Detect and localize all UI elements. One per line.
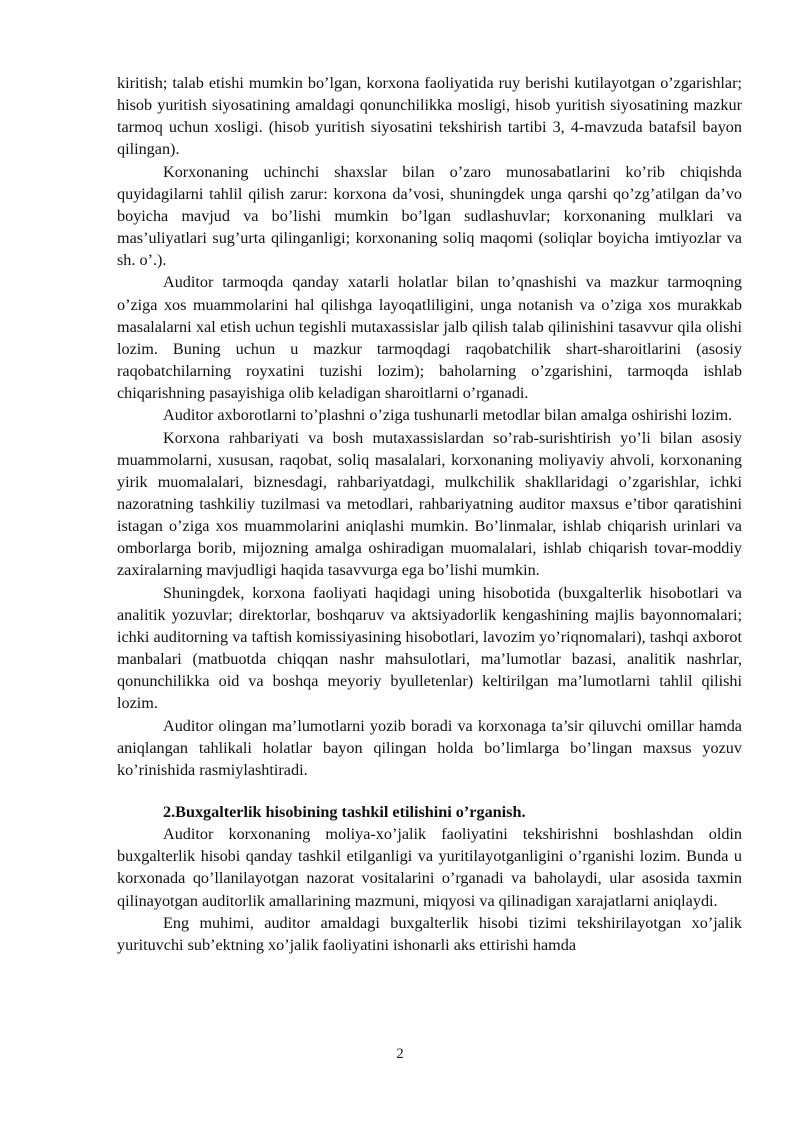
paragraph-documentation: Auditor olingan ma’lumotlarni yozib boradi va korxonaga ta’sir qiluvchi omillar hamda aniqlangan tahlikali holatlar bayon qilingan holda bo’limlarga bo’lingan maxsus yozuv ko’rinishida rasmiylashtiradi. bbox=[117, 716, 742, 779]
paragraph-accounting-organization: Auditor korxonaning moliya-xo’jalik faoliyatini tekshirishni boshlashdan oldin buxgalterlik hisobi qanday tashkil etilganligi va yuritilayotganligini o’rganishi lozim. Bunda u korxonada qo’llanilayotgan nazorat vositalarini o’rganadi va baholaydi, ular asosida taxmin qilinayotgan auditorlik amallarining mazmuni, miqyosi va qilinadigan xarajatlarni aniqlaydi. bbox=[117, 825, 742, 910]
paragraph-accounting-system: Eng muhimi, auditor amaldagi buxgalterlik hisobi tizimi tekshirilayotgan xo’jalik yurituvchi sub’ektning xo’jalik faoliyatini ishonarli aks ettirishi hamda bbox=[117, 913, 742, 954]
section-heading: 2.Buxgalterlik hisobining tashkil etilishini o’rganish. bbox=[163, 803, 526, 821]
page-number: 2 bbox=[396, 1046, 404, 1062]
paragraph-management-inquiry: Korxona rahbariyati va bosh mutaxassislardan so’rab-surishtirish yo’li bilan asosiy muammolarni, xususan, raqobat, soliq masalalari, korxonaning moliyaviy ahvoli, korxonaning yirik muomalalari, biznesdagi, rahbariyatdagi, mulkchilik shakllaridagi o’zgarishlar, ichki nazoratning tashkiliy tuzilmasi va metodlari, rahbariyatning auditor maxsus e’tibor qaratishini istagan o’ziga xos muammolarini aniqlashi mumkin. Bo’linmalar, ishlab chiqarish urinlari va omborlarga borib, mijozning amalga oshiradigan muomalalari, ishlab chiqarish tovar-moddiy zaxiralarning mavjudligi haqida tasavvurga ega bo’lishi mumkin. bbox=[117, 428, 742, 580]
document-page bbox=[117, 72, 742, 956]
paragraph-report-analysis: Shuningdek, korxona faoliyati haqidagi uning hisobotida (buxgalterlik hisobotlari va analitik yozuvlar; direktorlar, boshqaruv va aktsiyadorlik kengashining majlis bayonnomalari; ichki auditorning va taftish komissiyasining hisobotlari, lavozim yo’riqnomalari), tashqi axborot manbalari (matbuotda chiqqan nashr mahsulotlari, ma’lumotlar bazasi, analitik nashrlar, qonunchilikka oid va boshqa meyoriy byulletenlar) keltirilgan ma’lumotlarni tahlil qilishi lozim. bbox=[117, 583, 742, 713]
paragraph-third-parties: Korxonaning uchinchi shaxslar bilan o’zaro munosabatlarini ko’rib chiqishda quyidagilarni tahlil qilish zarur: korxona da’vosi, shuningdek unga qarshi qo’zg’atilgan da’vo boyicha mavjud va bo’lishi mumkin bo’lgan sudlashuvlar; korxonaning mulklari va mas’uliyatlari sug’urta qilinganligi; korxonaning soliq maqomi (soliqlar boyicha imtiyozlar va sh. o’.). bbox=[117, 162, 742, 270]
paragraph-information-gathering: Auditor axborotlarni to’plashni o’ziga tushunarli metodlar bilan amalga oshirishi lozim. bbox=[163, 406, 733, 425]
paragraph-continuation: kiritish; talab etishi mumkin bo’lgan, korxona faoliyatida ruy berishi kutilayotgan o’zgarishlar; hisob yuritish siyosatining amaldagi qonunchilikka mosligi, hisob yuritish siyosatining mazkur tarmoq uchun xosligi. (hisob yuritish siyosatini tekshirish tartibi 3, 4-mavzuda batafsil bayon qilingan). bbox=[117, 74, 742, 159]
paragraph-industry-risks: Auditor tarmoqda qanday xatarli holatlar bilan to’qnashishi va mazkur tarmoqning o’ziga xos muammolarini hal qilishga layoqatliligini, unga notanish va o’ziga xos murakkab masalalarni xal etish uchun tegishli mutaxassislar jalb qilish talab qilinishini tasavvur qila olishi lozim. Buning uchun u mazkur tarmoqdagi raqobatchilik shart-sharoitlarini (asosiy raqobatchilarning royxatini tuzishi lozim); baholarning o’zgarishini, tarmoqda ishlab chiqarishning pasayishiga olib keladigan sharoitlarni o’rganadi. bbox=[117, 273, 742, 403]
